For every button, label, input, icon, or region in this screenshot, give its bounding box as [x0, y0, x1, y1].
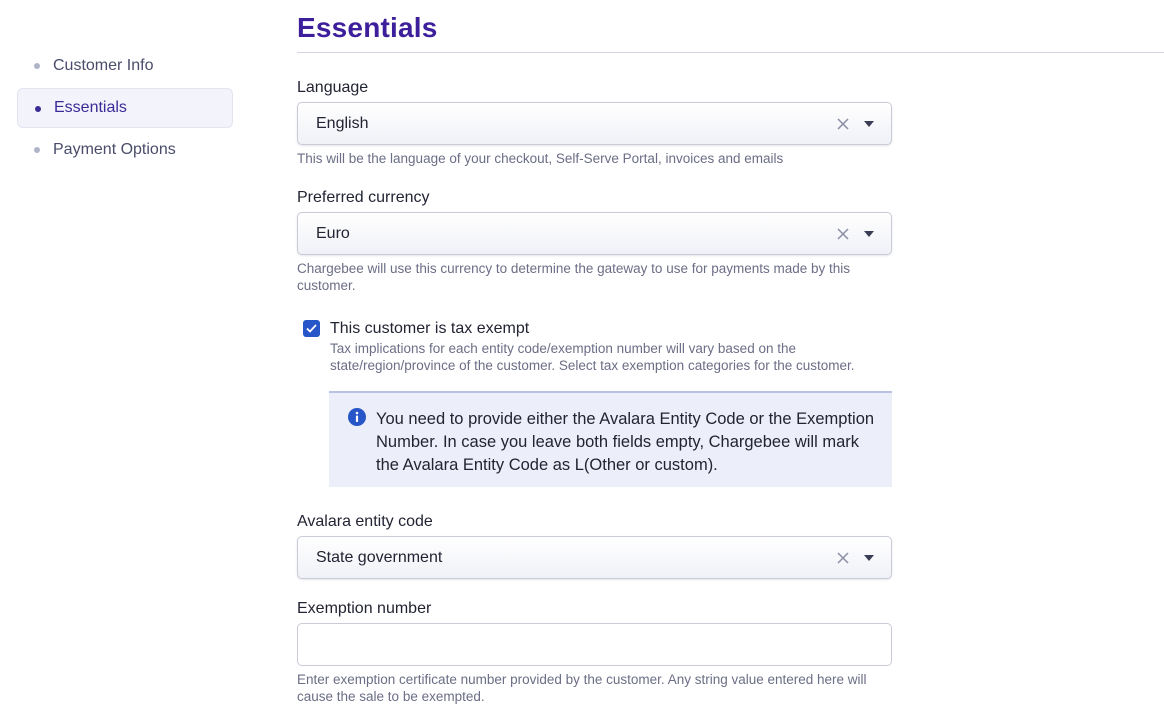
sidebar-item-label: Essentials — [54, 99, 127, 116]
close-icon[interactable] — [833, 548, 853, 568]
info-notice-text: You need to provide either the Avalara Entity Code or the Exemption Number. In case you leave both fields empty, Chargebee will mark the Avalara Entity Code as L(Other or custom). — [376, 410, 875, 474]
title-divider — [297, 52, 1164, 53]
currency-help-text: Chargebee will use this currency to determine the gateway to use for payments made by this customer. — [297, 261, 851, 293]
bullet-icon — [34, 63, 40, 69]
bullet-icon — [35, 106, 41, 112]
entity-code-value: State government — [316, 548, 443, 566]
close-icon[interactable] — [833, 224, 853, 244]
currency-value: Euro — [316, 224, 350, 242]
sidebar-item-payment-options[interactable] — [17, 130, 233, 170]
caret-down-icon[interactable] — [859, 224, 879, 244]
sidebar-item-label: Customer Info — [53, 57, 154, 74]
entity-code-label: Avalara entity code — [297, 513, 433, 530]
tax-exempt-help-text: Tax implications for each entity code/exemption number will vary based on the state/region/province of the customer. Select tax exemption categories for the customer. — [330, 341, 855, 373]
currency-select[interactable] — [297, 212, 892, 255]
language-value: English — [316, 114, 369, 132]
sidebar-item-essentials[interactable] — [17, 88, 233, 128]
tax-exempt-label[interactable]: This customer is tax exempt — [330, 320, 530, 337]
sidebar-nav — [17, 46, 233, 172]
language-label: Language — [297, 79, 369, 96]
check-icon — [306, 324, 317, 333]
close-icon[interactable] — [833, 114, 853, 134]
currency-label: Preferred currency — [297, 189, 430, 206]
entity-code-select[interactable] — [297, 536, 892, 579]
exemption-number-help-text: Enter exemption certificate number provided by the customer. Any string value entered here will cause the sale to be exempted. — [297, 672, 867, 704]
info-icon — [348, 408, 366, 426]
page-title: Essentials — [297, 12, 438, 43]
exemption-number-input[interactable] — [297, 623, 892, 666]
language-help-text: This will be the language of your checkout, Self-Serve Portal, invoices and emails — [297, 151, 784, 166]
sidebar-item-label: Payment Options — [53, 141, 176, 158]
language-select[interactable] — [297, 102, 892, 145]
exemption-number-label: Exemption number — [297, 600, 432, 617]
tax-exempt-checkbox[interactable] — [303, 320, 320, 337]
bullet-icon — [34, 147, 40, 153]
sidebar-item-customer-info[interactable] — [17, 46, 233, 86]
caret-down-icon[interactable] — [859, 548, 879, 568]
caret-down-icon[interactable] — [859, 114, 879, 134]
info-notice — [329, 391, 892, 487]
